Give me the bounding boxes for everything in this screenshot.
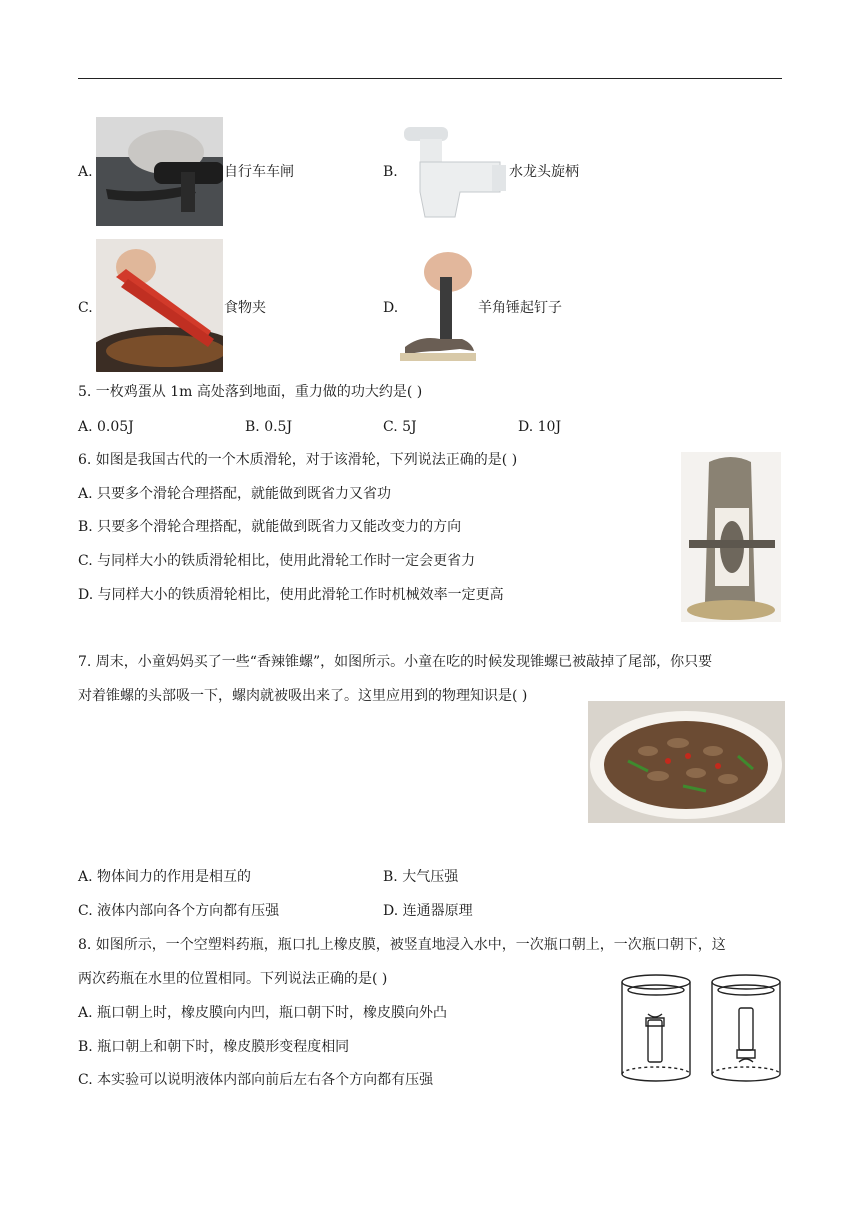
option-a-caption: 自行车车闸 [224,164,294,180]
q7-stem-line2: 对着锥螺的头部吸一下，螺肉就被吸出来了。这里应用到的物理知识是( ) [78,688,528,704]
option-c-caption: 食物夹 [224,300,266,316]
option-d-caption: 羊角锤起钉子 [478,300,562,316]
wooden-pulley-photo-icon [681,452,781,622]
food-tongs-photo-icon [96,239,223,372]
q6-option-a: A. 只要多个滑轮合理搭配，就能做到既省力又省功 [78,486,392,502]
q5-option-b: B. 0.5J [245,419,293,435]
bicycle-brake-photo-icon [96,117,223,226]
q7-stem-line1: 7. 周末，小童妈妈买了一些“香辣锥螺”，如图所示。小童在吃的时候发现锥螺已被敲掉了尾部，你只要 [78,654,713,670]
q8-stem-line1: 8. 如图所示，一个空塑料药瓶，瓶口扎上橡皮膜，被竖直地浸入水中，一次瓶口朝上，一次瓶口朝下，这 [78,937,726,953]
option-d-letter: D. [383,300,399,316]
q5-option-d: D. 10J [518,419,562,435]
header-rule [78,78,782,79]
claw-hammer-photo-icon [400,247,476,361]
q5-option-a: A. 0.05J [78,419,134,435]
q7-option-b: B. 大气压强 [383,869,459,885]
option-c-letter: C. [78,300,93,316]
q6-option-d: D. 与同样大小的铁质滑轮相比，使用此滑轮工作时机械效率一定更高 [78,587,504,603]
faucet-handle-photo-icon [400,117,508,227]
q6-option-b: B. 只要多个滑轮合理搭配，就能做到既省力又能改变力的方向 [78,519,462,535]
q7-option-a: A. 物体间力的作用是相互的 [78,869,252,885]
q8-option-a: A. 瓶口朝上时，橡皮膜向内凹，瓶口朝下时，橡皮膜向外凸 [78,1005,448,1021]
q8-stem-line2: 两次药瓶在水里的位置相同。下列说法正确的是( ) [78,971,388,987]
q6-option-c: C. 与同样大小的铁质滑轮相比，使用此滑轮工作时一定会更省力 [78,553,476,569]
medicine-bottle-diagram-icon [618,970,786,1088]
q5-option-c: C. 5J [383,419,417,435]
option-b-letter: B. [383,164,398,180]
spicy-snails-photo-icon [588,701,785,823]
q7-option-d: D. 连通器原理 [383,903,473,919]
q7-option-c: C. 液体内部向各个方向都有压强 [78,903,280,919]
q8-option-c: C. 本实验可以说明液体内部向前后左右各个方向都有压强 [78,1072,434,1088]
q8-option-b: B. 瓶口朝上和朝下时，橡皮膜形变程度相同 [78,1039,350,1055]
option-a-letter: A. [78,164,93,180]
option-b-caption: 水龙头旋柄 [509,164,579,180]
q5-stem: 5. 一枚鸡蛋从 1m 高处落到地面，重力做的功大约是( ) [78,384,423,400]
q6-stem: 6. 如图是我国古代的一个木质滑轮，对于该滑轮，下列说法正确的是( ) [78,452,518,468]
